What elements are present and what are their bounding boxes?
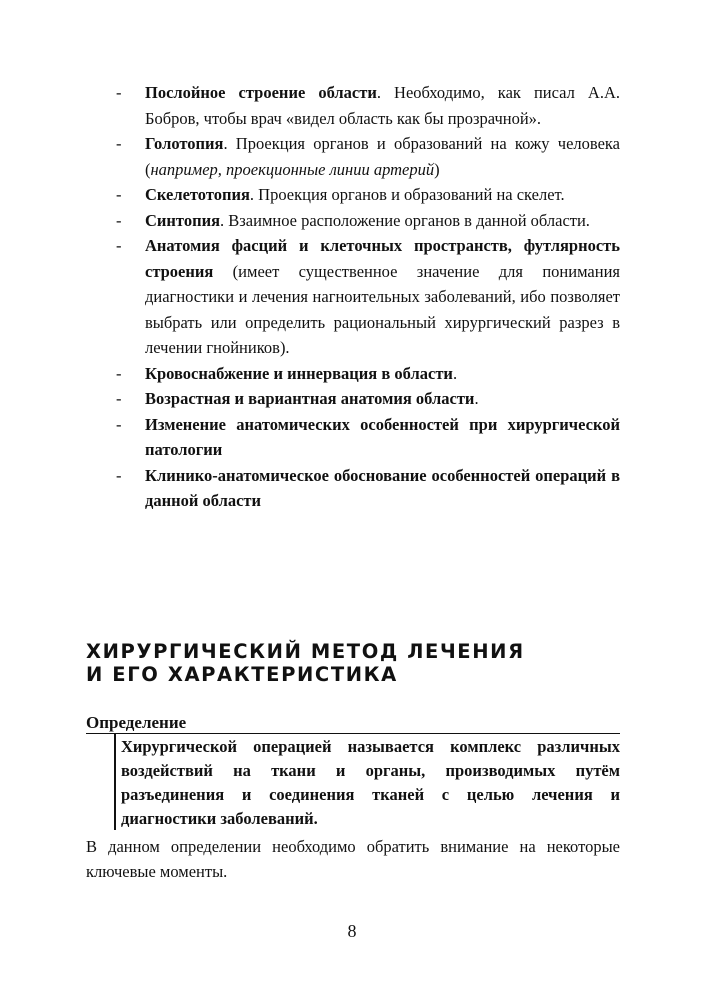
body-paragraph: В данном определении необходимо обратить внимание на некоторые ключевые моменты.	[86, 837, 620, 881]
list-item	[116, 182, 620, 208]
list-dash: -	[116, 389, 122, 408]
list-dash: -	[116, 465, 122, 485]
list-item-text: .	[452, 363, 458, 383]
list-dash: -	[116, 134, 122, 153]
section-title-line: ХИРУРГИЧЕСКИЙ МЕТОД ЛЕЧЕНИЯ	[86, 640, 525, 663]
list-item-text: . Проекция органов и образований на скелет.	[249, 185, 565, 204]
list-item	[116, 208, 620, 234]
section-title	[86, 640, 626, 686]
list-item	[116, 233, 620, 361]
definition-side-bar	[114, 733, 116, 830]
list-item-bold: Возрастная и вариантная анатомия области	[145, 389, 475, 408]
list-item	[116, 361, 620, 387]
list-item-text: . Необходимо, как писал А.А. Бобров, чтобы врач «видел область как бы прозрачной».	[145, 83, 620, 128]
bullet-list	[116, 80, 620, 514]
list-dash: -	[116, 210, 122, 230]
list-item-bold: Голотопия	[145, 134, 224, 153]
list-item-bold: Клинико-анатомическое обоснование особенностей операций в данной области	[145, 465, 620, 510]
list-item	[116, 80, 620, 131]
page-number: 8	[347, 921, 357, 941]
definition-text: Хирургической операцией называется комплекс различных воздействий на ткани и органы, производимых путём разъединения и соединения тканей с целью лечения и диагностики заболеваний.	[121, 737, 620, 828]
definition-underline	[86, 733, 620, 734]
list-item-bold: Кровоснабжение и иннервация в области	[145, 363, 453, 383]
list-item-text: (имеет существенное значение для понимания диагностики и лечения нагноительных заболеваний, ибо позволяет выбрать или определить рациональный хирургический разрез в лечении гнойников).	[145, 261, 620, 357]
list-item-italic: например, проекционные линии артерий	[150, 159, 435, 179]
list-item-bold: Послойное строение области	[145, 83, 377, 102]
list-item-text: . Проекция органов и образований на кожу человека (	[145, 134, 620, 179]
list-item-text: .	[474, 389, 479, 408]
list-item	[116, 386, 620, 412]
list-item-text-end: )	[434, 159, 440, 179]
list-item-text: . Взаимное расположение органов в данной области.	[220, 210, 590, 230]
list-item	[116, 412, 620, 463]
list-item	[116, 463, 620, 514]
list-item-bold: Анатомия фасций и клеточных пространств, футлярность строения	[145, 236, 620, 281]
list-dash: -	[116, 236, 122, 255]
list-item	[116, 131, 620, 182]
list-dash: -	[116, 83, 122, 102]
definition-heading: Определение	[86, 713, 187, 732]
list-dash: -	[116, 185, 122, 204]
list-item-bold: Изменение анатомических особенностей при хирургической патологии	[145, 414, 620, 459]
list-dash: -	[116, 363, 122, 383]
list-dash: -	[116, 414, 122, 434]
list-item-bold: Скелетотопия	[145, 185, 250, 204]
section-title-line: И ЕГО ХАРАКТЕРИСТИКА	[86, 663, 398, 686]
list-item-bold: Синтопия	[145, 210, 221, 230]
